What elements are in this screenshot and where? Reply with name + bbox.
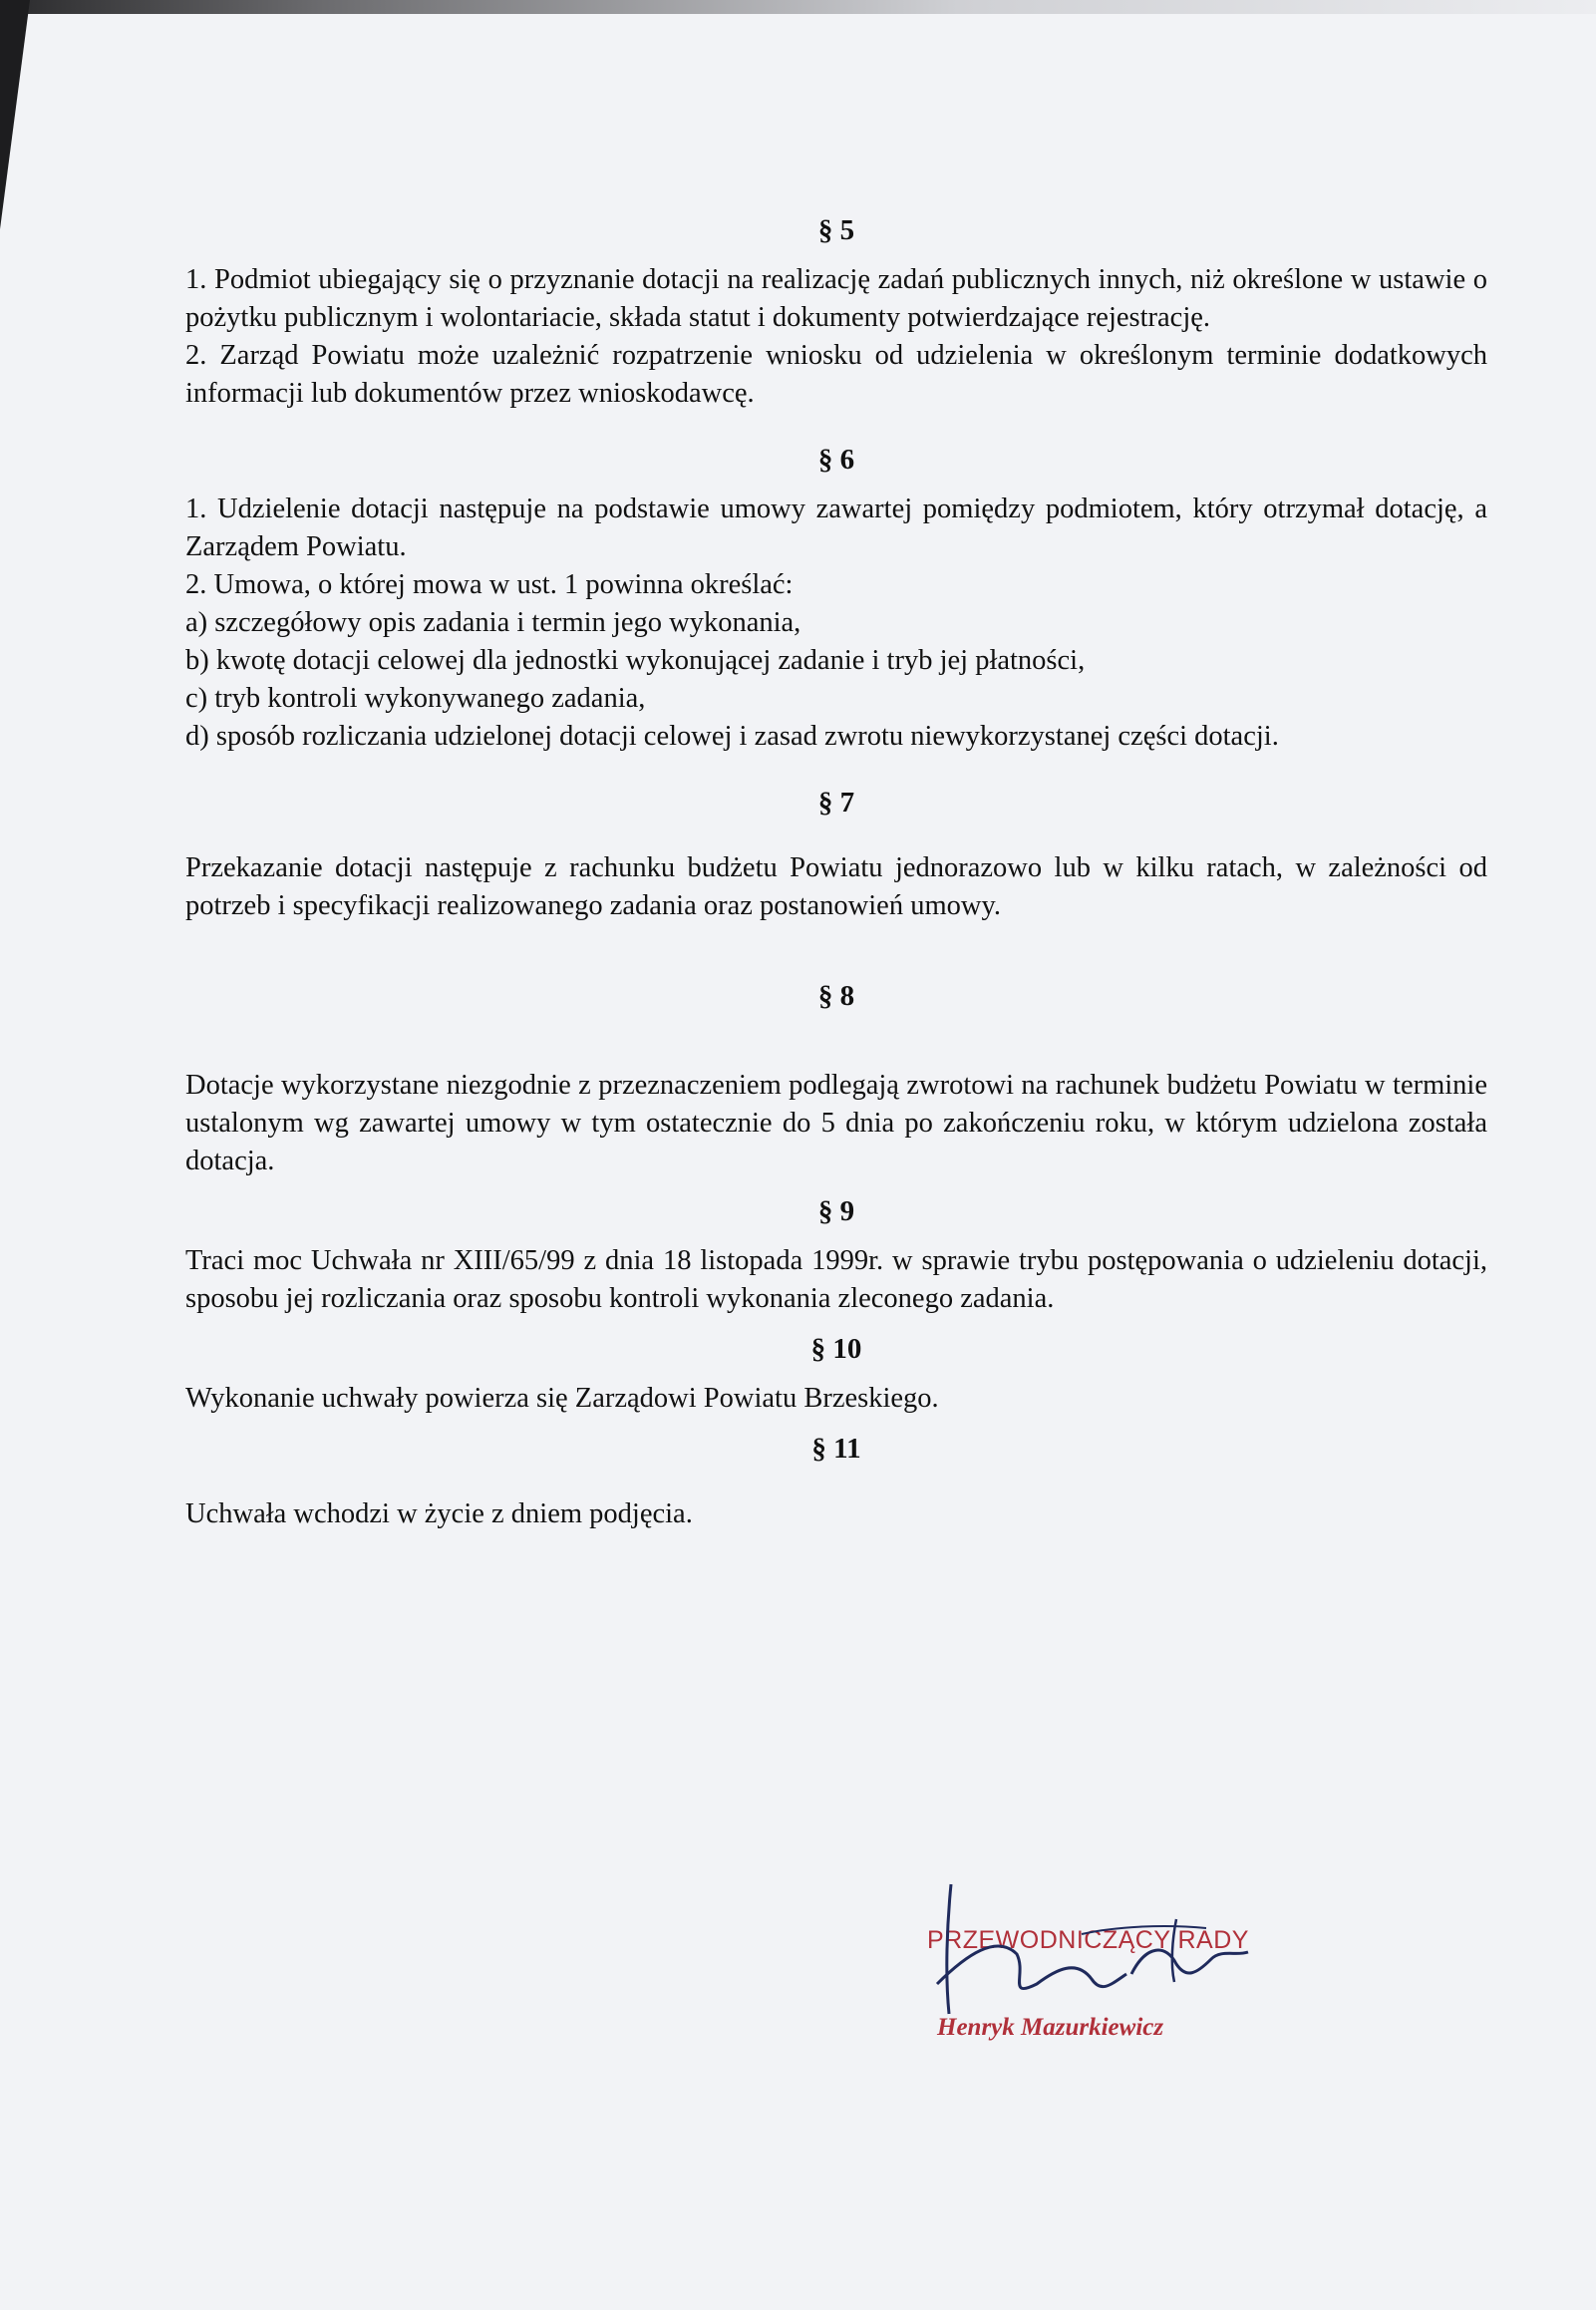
section-heading-10: § 10 (810, 1333, 862, 1365)
stamp-name: Henryk Mazurkiewicz (937, 2014, 1164, 2041)
handwritten-signature (877, 1864, 1296, 2064)
section-heading-11: § 11 (811, 1433, 861, 1465)
section-heading-5: § 5 (817, 214, 855, 246)
list-item: c) tryb kontroli wykonywanego zadania, (185, 683, 646, 714)
scan-top-edge (0, 0, 1596, 14)
section-heading-6: § 6 (817, 444, 855, 476)
list-item: b) kwotę dotacji celowej dla jednostki wykonującej zadanie i tryb jej płatności, (185, 645, 1086, 676)
section-5-paragraph-2: 2. Zarząd Powiatu może uzależnić rozpatrzenie wniosku od udzielenia w określonym terminie dodatkowych informacji lub dokumentów przez wnioskodawcę. (185, 340, 1487, 409)
section-11-paragraph-1: Uchwała wchodzi w życie z dniem podjęcia. (185, 1498, 693, 1529)
section-heading-9: § 9 (817, 1195, 855, 1227)
list-item: a) szczegółowy opis zadania i termin jego wykonania, (185, 607, 801, 638)
section-7-paragraph-1: Przekazanie dotacji następuje z rachunku budżetu Powiatu jednorazowo lub w kilku ratach, w zależności od potrzeb i specyfikacji realizowanego zadania oraz postanowień umowy. (185, 852, 1487, 921)
section-8-paragraph-1: Dotacje wykorzystane niezgodnie z przeznaczeniem podlegają zwrotowi na rachunek budżetu Powiatu w terminie ustalonym wg zawartej umowy w tym ostatecznie do 5 dnia po zakończeniu roku, w którym udzielona została dotacja. (185, 1070, 1487, 1176)
section-6-paragraph-1: 1. Udzielenie dotacji następuje na podstawie umowy zawartej pomiędzy podmiotem, który otrzymał dotację, a Zarządem Powiatu. (185, 494, 1487, 562)
section-9-paragraph-1: Traci moc Uchwała nr XIII/65/99 z dnia 18 listopada 1999r. w sprawie trybu postępowania o udzieleniu dotacji, sposobu jej rozliczania oraz sposobu kontroli wykonania zleconego zadania. (185, 1245, 1487, 1314)
section-5-paragraph-1: 1. Podmiot ubiegający się o przyznanie dotacji na realizację zadań publicznych innych, niż określone w ustawie o pożytku publicznym i wolontariacie, składa statut i dokumenty potwierdzające rejestrację. (185, 264, 1487, 333)
document-page (185, 211, 1487, 1533)
section-10-paragraph-1: Wykonanie uchwały powierza się Zarządowi Powiatu Brzeskiego. (185, 1383, 939, 1414)
list-item: d) sposób rozliczania udzielonej dotacji celowej i zasad zwrotu niewykorzystanej części dotacji. (185, 721, 1279, 752)
section-heading-7: § 7 (817, 787, 855, 819)
section-heading-8: § 8 (817, 980, 855, 1012)
scan-folded-corner (0, 0, 30, 229)
stamp-title: PRZEWODNICZĄCY RADY (927, 1926, 1249, 1954)
section-6-paragraph-2: 2. Umowa, o której mowa w ust. 1 powinna określać: (185, 569, 794, 600)
